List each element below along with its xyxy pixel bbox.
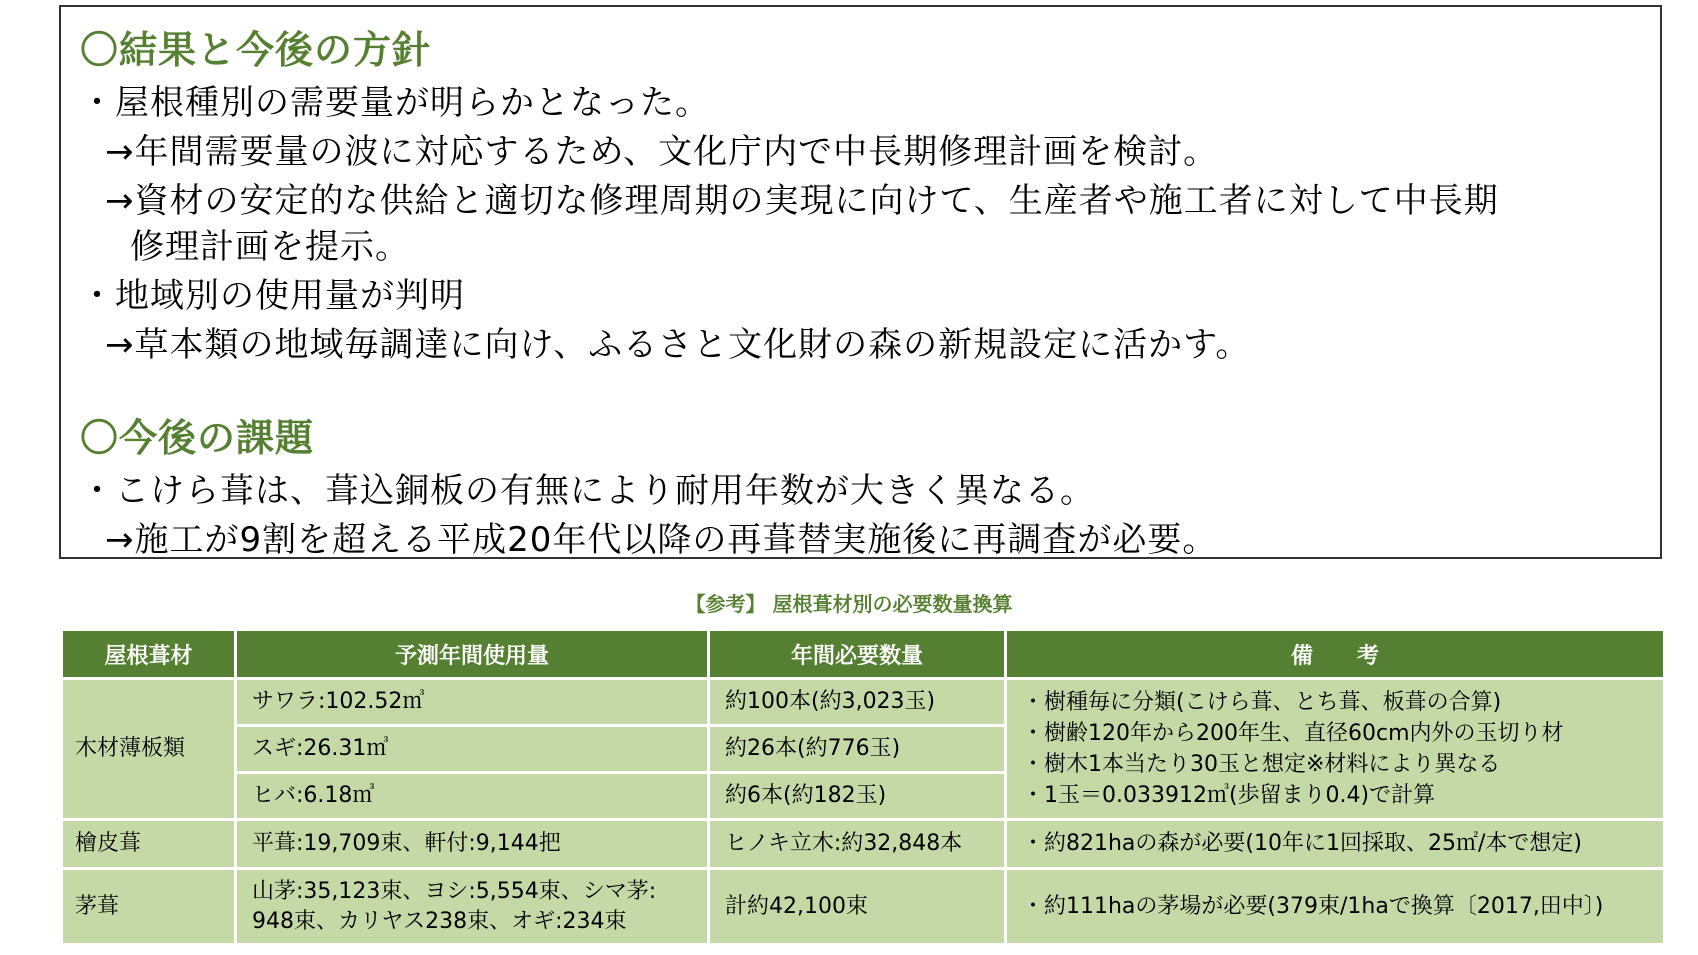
results-line-6: →草本類の地域毎調達に向け、ふるさと文化財の森の新規設定に活かす。 [105, 325, 1251, 365]
thatch-required: 計約42,100束 [709, 869, 1006, 945]
cypress-material: 檜皮葺 [62, 820, 236, 869]
thatch-usage-line-1: 山茅:35,123束、ヨシ:5,554束、シマ茅: [252, 878, 657, 904]
wood-remark-1: ・樹種毎に分類(こけら葺、とち葺、板葺の合算) [1022, 690, 1502, 715]
summary-box [59, 5, 1662, 559]
cypress-remarks: ・約821haの森が必要(10年に1回採取、25㎡/本で想定) [1006, 820, 1665, 869]
issues-line-1: ・こけら葺は、葺込銅板の有無により耐用年数が大きく異なる。 [80, 471, 1095, 511]
cypress-usage: 平葺:19,709束、軒付:9,144把 [236, 820, 709, 869]
header-material: 屋根葺材 [62, 630, 236, 679]
table-row [62, 679, 1665, 726]
wood-required-sawara: 約100本(約3,023玉) [709, 679, 1006, 726]
wood-remark-2: ・樹齢120年から200年生、直径60cm内外の玉切り材 [1022, 721, 1564, 746]
wood-required-sugi: 約26本(約776玉) [709, 726, 1006, 773]
issues-heading: 〇今後の課題 [80, 416, 315, 460]
issues-line-2: →施工が9割を超える平成20年代以降の再葺替実施後に再調査が必要。 [105, 520, 1218, 560]
wood-remark-4: ・1玉＝0.033912㎥(歩留まり0.4)で計算 [1022, 783, 1436, 808]
table-header-row [62, 630, 1665, 679]
header-usage: 予測年間使用量 [236, 630, 709, 679]
wood-usage-sugi: スギ:26.31㎥ [236, 726, 709, 773]
cypress-required: ヒノキ立木:約32,848本 [709, 820, 1006, 869]
header-required: 年間必要数量 [709, 630, 1006, 679]
thatch-usage [236, 869, 709, 945]
wood-remarks [1006, 679, 1665, 820]
wood-required-hiba: 約6本(約182玉) [709, 773, 1006, 820]
wood-usage-sawara: サワラ:102.52㎥ [236, 679, 709, 726]
results-line-1: ・屋根種別の需要量が明らかとなった。 [80, 83, 710, 123]
results-line-3: →資材の安定的な供給と適切な修理周期の実現に向けて、生産者や施工者に対して中長期 [105, 181, 1499, 221]
table-row [62, 820, 1665, 869]
wood-usage-hiba: ヒバ:6.18㎥ [236, 773, 709, 820]
header-remarks: 備 考 [1006, 630, 1665, 679]
results-line-5: ・地域別の使用量が判明 [80, 276, 465, 316]
results-line-2: →年間需要量の波に対応するため、文化庁内で中長期修理計画を検討。 [105, 132, 1219, 172]
wood-remark-3: ・樹木1本当たり30玉と想定※材料により異なる [1022, 752, 1501, 777]
wood-material: 木材薄板類 [62, 679, 236, 820]
results-line-4: 修理計画を提示。 [130, 227, 410, 267]
thatch-usage-line-2: 948束、カリヤス238束、オギ:234束 [252, 908, 627, 934]
thatch-remarks: ・約111haの茅場が必要(379束/1haで換算〔2017,田中〕) [1006, 869, 1665, 945]
table-row [62, 869, 1665, 945]
reference-table [60, 628, 1666, 946]
reference-title: 【参考】 屋根葺材別の必要数量換算 [685, 592, 1013, 616]
results-heading: 〇結果と今後の方針 [80, 28, 432, 72]
thatch-material: 茅葺 [62, 869, 236, 945]
